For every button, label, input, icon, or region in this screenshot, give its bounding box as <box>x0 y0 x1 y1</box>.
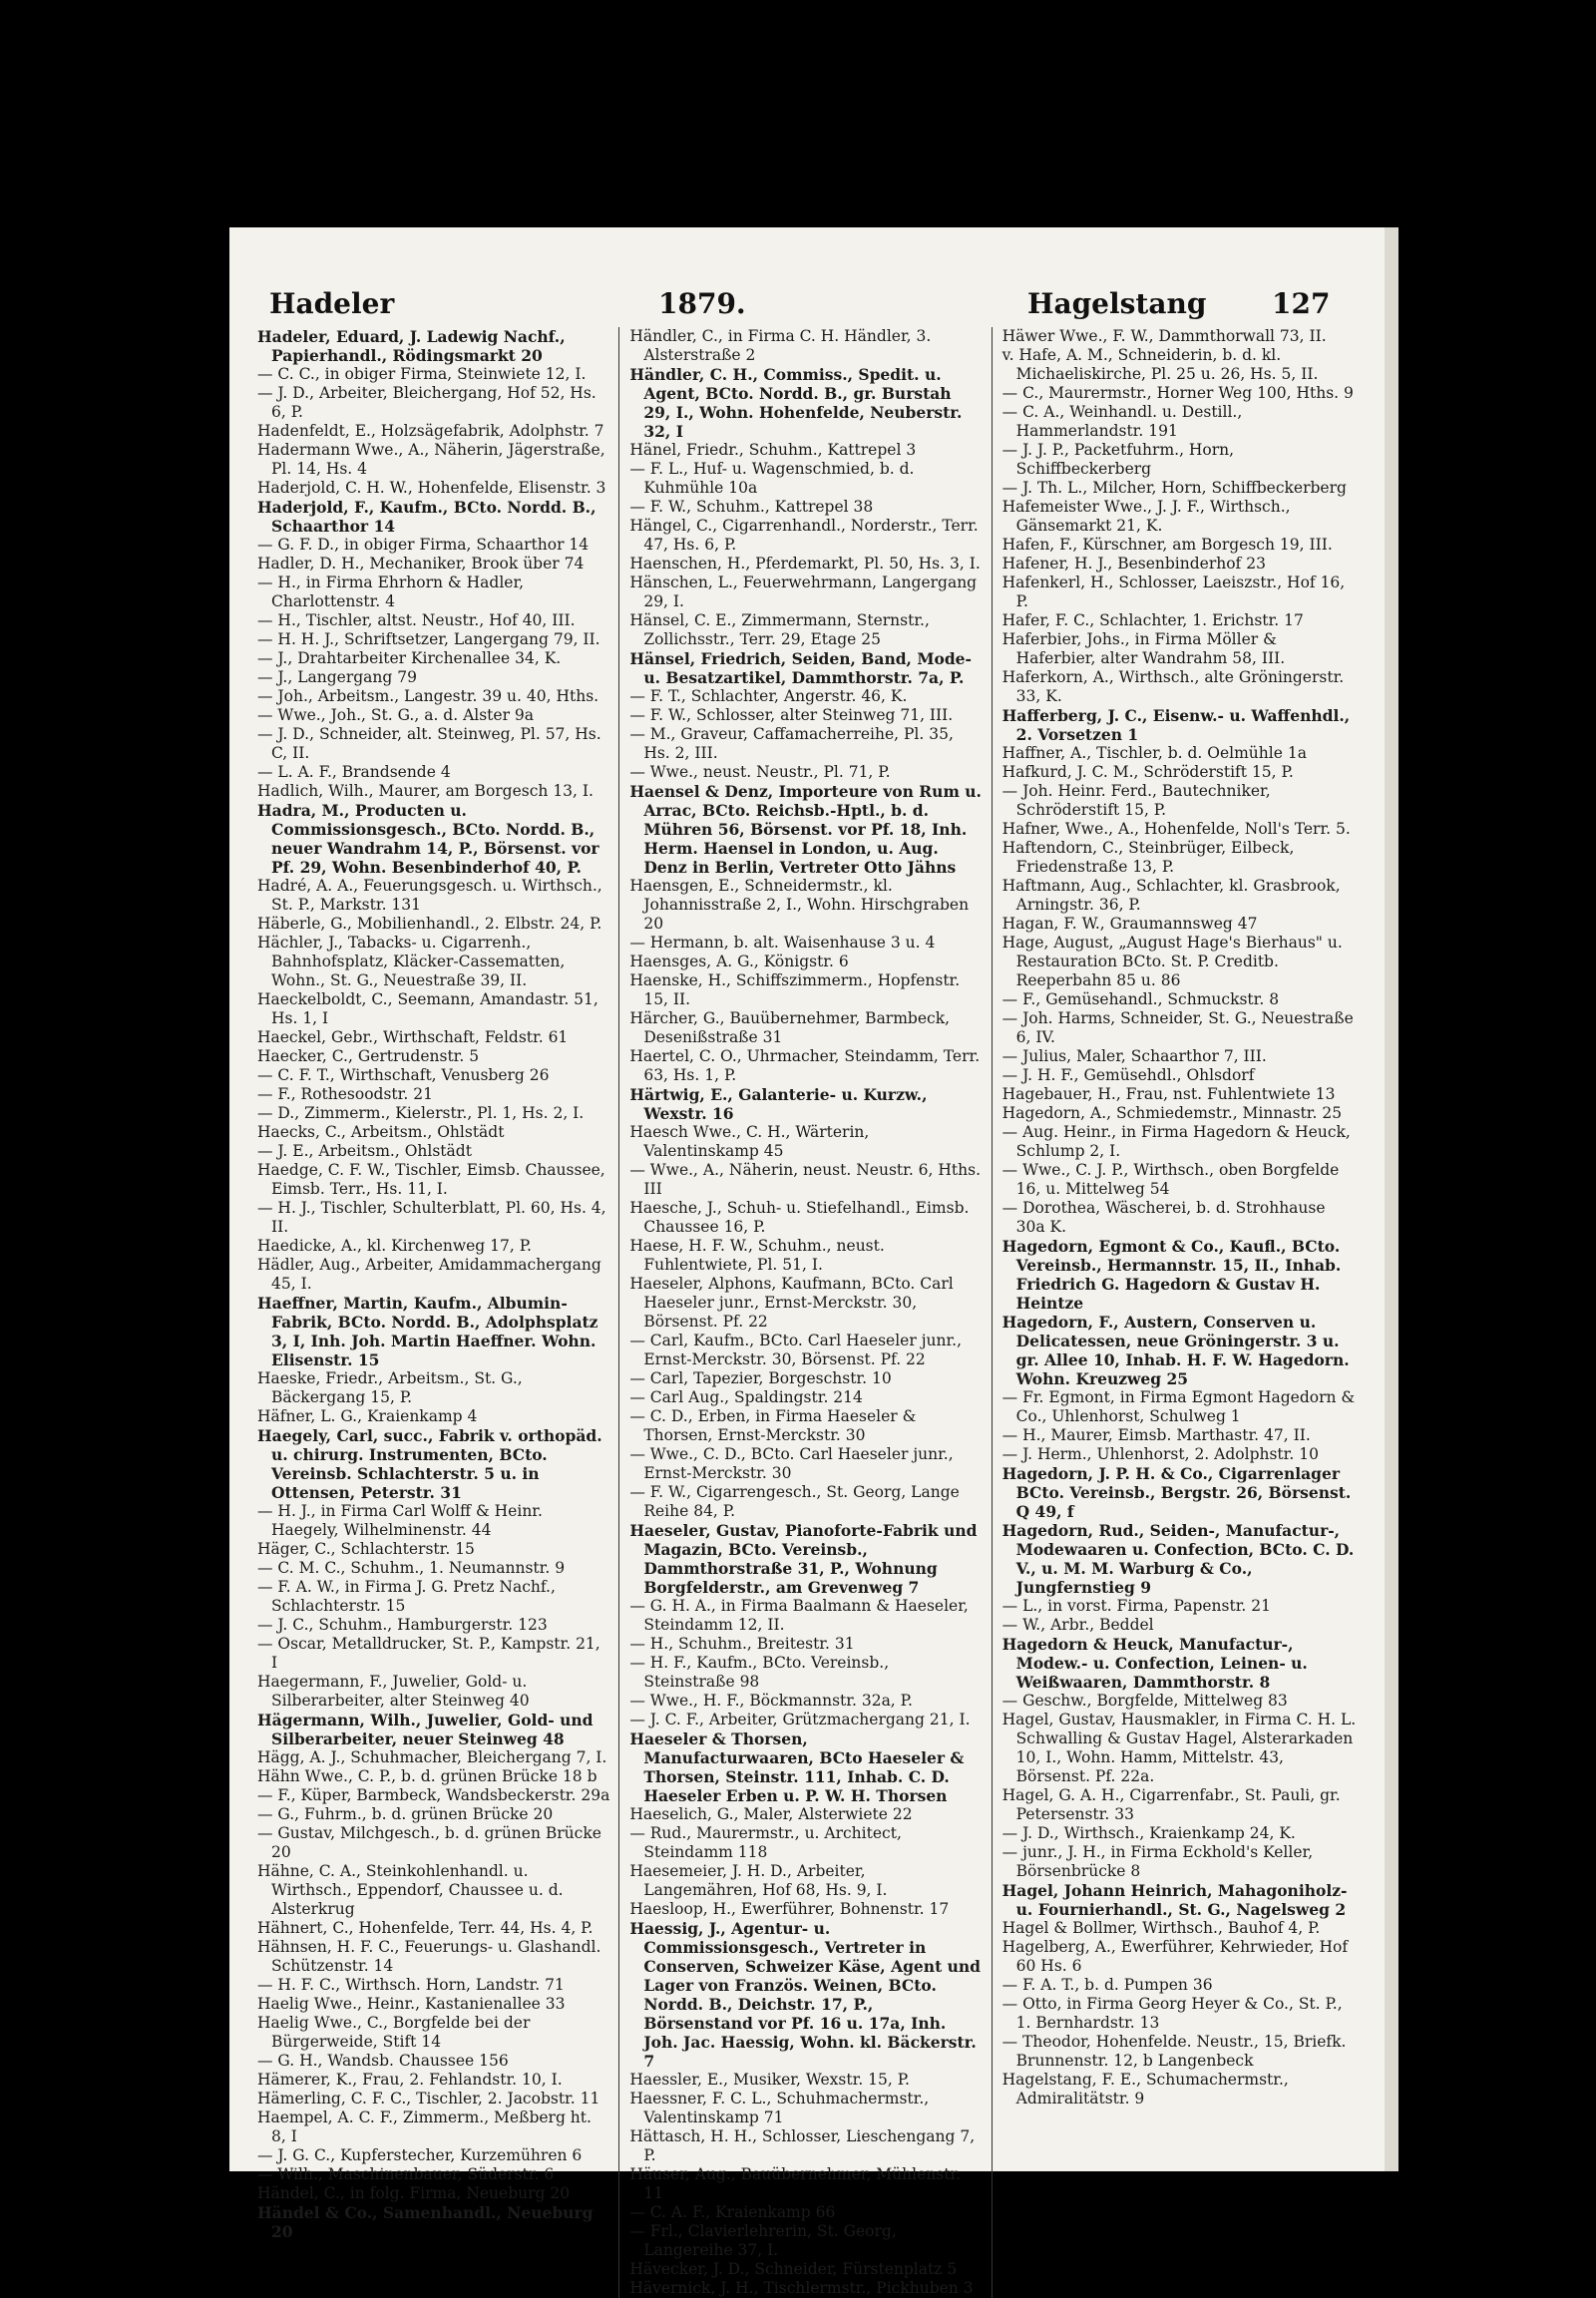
header-right-keyword: Hagelstang <box>1027 287 1207 320</box>
directory-entry: Haensges, A. G., Königstr. 6 <box>629 953 849 970</box>
directory-entry: Hagelstang, F. E., Schumachermstr., Admiralitätstr. 9 <box>1001 2071 1289 2107</box>
directory-entry: Hafenkerl, H., Schlosser, Laeiszstr., Hof 16, P. <box>1001 574 1346 610</box>
directory-entry: Haeckelboldt, C., Seemann, Amandastr. 51, Hs. 1, I <box>257 990 598 1027</box>
directory-entry: — Wwe., Joh., St. G., a. d. Alster 9a <box>257 706 535 724</box>
directory-entry: — junr., J. H., in Firma Eckhold's Keller, Börsenbrücke 8 <box>1001 1843 1314 1880</box>
directory-entry: Hähnsen, H. F. C., Feuerungs- u. Glashandl. Schützenstr. 14 <box>257 1938 601 1975</box>
directory-entry: Hähne, C. A., Steinkohlenhandl. u. Wirthsch., Eppendorf, Chaussee u. d. Alsterkrug <box>257 1862 564 1918</box>
directory-entry: — H. F., Kaufm., BCto. Vereinsb., Steinstraße 98 <box>629 1654 890 1691</box>
directory-entry: Hägermann, Wilh., Juwelier, Gold- und Silberarbeiter, neuer Steinweg 48 <box>257 1711 594 1748</box>
directory-entry: Härtwig, E., Galanterie- u. Kurzw., Wexstr. 16 <box>629 1085 928 1123</box>
directory-entry: Hagebauer, H., Frau, nst. Fuhlentwiete 13 <box>1001 1085 1336 1103</box>
directory-entry: — H. J., Tischler, Schulterblatt, Pl. 60, Hs. 4, II. <box>257 1199 606 1236</box>
directory-entry: Händel & Co., Samenhandl., Neueburg 20 <box>257 2203 594 2241</box>
directory-entry: Hafner, Wwe., A., Hohenfelde, Noll's Terr. 5. <box>1001 820 1351 838</box>
directory-entry: Hämerer, K., Frau, 2. Fehlandstr. 10, I. <box>257 2071 563 2089</box>
directory-entry: Hägg, A. J., Schuhmacher, Bleichergang 7, I. <box>257 1748 607 1766</box>
directory-entry: Haedge, C. F. W., Tischler, Eimsb. Chaussee, Eimsb. Terr., Hs. 11, I. <box>257 1161 605 1198</box>
directory-entry: — J. D., Wirthsch., Kraienkamp 24, K. <box>1001 1824 1296 1842</box>
directory-entry: — Joh. Heinr. Ferd., Bautechniker, Schröderstift 15, P. <box>1001 782 1271 819</box>
directory-entry: Häger, C., Schlachterstr. 15 <box>257 1540 475 1558</box>
directory-entry: — J. C. F., Arbeiter, Grützmachergang 21, I. <box>629 1711 971 1728</box>
directory-entry: — J. C., Schuhm., Hamburgerstr. 123 <box>257 1616 548 1634</box>
directory-entry: Hagan, F. W., Graumannsweg 47 <box>1001 915 1258 933</box>
directory-entry: Hadler, D. H., Mechaniker, Brook über 74 <box>257 555 585 573</box>
directory-entry: — Julius, Maler, Schaarthor 7, III. <box>1001 1047 1267 1065</box>
directory-entry: — Carl, Kaufm., BCto. Carl Haeseler junr., Ernst-Merckstr. 30, Börsenst. Pf. 22 <box>629 1332 963 1368</box>
directory-entry: Haesch Wwe., C. H., Wärterin, Valentinskamp 45 <box>629 1123 870 1160</box>
directory-entry: Hagel, Gustav, Hausmakler, in Firma C. H. L. Schwalling & Gustav Hagel, Alsterarkaden 10, I., Wohn. Hamm, Mittelstr. 43, Börsenst. Pf. 22a. <box>1001 1711 1357 1785</box>
directory-entry: — Joh. Harms, Schneider, St. G., Neuestraße 6, IV. <box>1001 1009 1354 1046</box>
directory-entry: — F. W., Schlosser, alter Steinweg 71, III. <box>629 706 954 724</box>
directory-entry: Haeffner, Martin, Kaufm., Albumin-Fabrik, BCto. Nordd. B., Adolphsplatz 3, I, Inh. Joh. Martin Haeffner. Wohn. Elisenstr. 15 <box>257 1294 598 1369</box>
directory-entry: — G. H. A., in Firma Baalmann & Haeseler, Steindamm 12, II. <box>629 1597 969 1634</box>
directory-entry: Hafemeister Wwe., J. J. F., Wirthsch., Gänsemarkt 21, K. <box>1001 498 1291 535</box>
directory-entry: Haffner, A., Tischler, b. d. Oelmühle 1a <box>1001 744 1307 762</box>
directory-entry: Haesloop, H., Ewerführer, Bohnenstr. 17 <box>629 1900 950 1918</box>
directory-entry: Haeseler & Thorsen, Manufacturwaaren, BCto Haeseler & Thorsen, Steinstr. 111, Inhab. C. D. Haeseler Erben u. P. W. H. Thorsen <box>629 1729 965 1805</box>
directory-entry: — M., Graveur, Caffamacherreihe, Pl. 35, Hs. 2, III. <box>629 725 954 762</box>
directory-entry: Haferbier, Johs., in Firma Möller & Haferbier, alter Wandrahm 58, III. <box>1001 630 1286 667</box>
directory-entry: Haftmann, Aug., Schlachter, kl. Grasbrook, Arningstr. 36, P. <box>1001 877 1341 914</box>
directory-entry: — J. J. P., Packetfuhrm., Horn, Schiffbeckerberg <box>1001 441 1235 478</box>
directory-entry: Hage, August, „August Hage's Bierhaus" u. Restauration BCto. St. P. Creditb. Reeperbahn 85 u. 86 <box>1001 934 1343 989</box>
directory-entry: Hadenfeldt, E., Holzsägefabrik, Adolphstr. 7 <box>257 422 604 440</box>
directory-page <box>229 227 1385 2297</box>
directory-entry: — J., Drahtarbeiter Kirchenallee 34, K. <box>257 649 562 667</box>
directory-entry: — F. T., Schlachter, Angerstr. 46, K. <box>629 687 908 705</box>
directory-entry: Haderjold, F., Kaufm., BCto. Nordd. B., Schaarthor 14 <box>257 498 597 536</box>
directory-entry: Haferkorn, A., Wirthsch., alte Gröningerstr. 33, K. <box>1001 668 1345 705</box>
directory-entry: — J. E., Arbeitsm., Ohlstädt <box>257 1142 472 1160</box>
directory-entry: Hagedorn, A., Schmiedemstr., Minnastr. 25 <box>1001 1104 1343 1122</box>
directory-entry: Häfner, L. G., Kraienkamp 4 <box>257 1407 478 1425</box>
directory-entry: — Wwe., C. J. P., Wirthsch., oben Borgfelde 16, u. Mittelweg 54 <box>1001 1161 1340 1198</box>
directory-entry: — Geschw., Borgfelde, Mittelweg 83 <box>1001 1692 1288 1710</box>
directory-entry: — Carl, Tapezier, Borgeschstr. 10 <box>629 1369 892 1387</box>
directory-entry: — J. H. F., Gemüsehdl., Ohlsdorf <box>1001 1066 1255 1084</box>
directory-entry: Haesemeier, J. H. D., Arbeiter, Langemähren, Hof 68, Hs. 9, I. <box>629 1862 888 1899</box>
directory-entry: Hagedorn & Heuck, Manufactur-, Modew.- u. Confection, Leinen- u. Weißwaaren, Dammthorstr. 8 <box>1001 1635 1308 1692</box>
directory-entry: Hagel, Johann Heinrich, Mahagoniholz- u. Fournierhandl., St. G., Nagelsweg 2 <box>1001 1881 1348 1919</box>
directory-entry: — G. H., Wandsb. Chaussee 156 <box>257 2052 509 2070</box>
directory-entry: — G., Fuhrm., b. d. grünen Brücke 20 <box>257 1805 554 1823</box>
directory-entry: Haesche, J., Schuh- u. Stiefelhandl., Eimsb. Chaussee 16, P. <box>629 1199 970 1236</box>
directory-entry: — Dorothea, Wäscherei, b. d. Strohhause 30a K. <box>1001 1199 1326 1236</box>
directory-entry: Härcher, G., Bauübernehmer, Barmbeck, Desenißstraße 31 <box>629 1009 951 1046</box>
directory-entry: Hänel, Friedr., Schuhm., Kattrepel 3 <box>629 441 917 459</box>
directory-entry: — F. W., Schuhm., Kattrepel 38 <box>629 498 874 516</box>
directory-entry: — J. D., Arbeiter, Bleichergang, Hof 52, Hs. 6, P. <box>257 384 597 421</box>
directory-entry: — Wwe., neust. Neustr., Pl. 71, P. <box>629 763 891 781</box>
directory-entry: — Frl., Clavierlehrerin, St. Georg, Langereihe 37, I. <box>629 2222 897 2259</box>
directory-entry: — C. M. C., Schuhm., 1. Neumannstr. 9 <box>257 1559 566 1577</box>
directory-entry: — Aug. Heinr., in Firma Hagedorn & Heuck, Schlump 2, I. <box>1001 1123 1351 1160</box>
directory-entry: Hafen, F., Kürschner, am Borgesch 19, III. <box>1001 536 1333 554</box>
directory-entry: — C. A. F., Kraienkamp 66 <box>629 2203 836 2221</box>
directory-entry: — F., Gemüsehandl., Schmuckstr. 8 <box>1001 990 1280 1008</box>
directory-entry: — F. L., Huf- u. Wagenschmied, b. d. Kuhmühle 10a <box>629 460 915 497</box>
directory-entry: — Oscar, Metalldrucker, St. P., Kampstr. 21, I <box>257 1635 600 1672</box>
directory-entry: — H., Maurer, Eimsb. Marthastr. 47, II. <box>1001 1426 1311 1444</box>
directory-entry: Haeseler, Alphons, Kaufmann, BCto. Carl Haeseler junr., Ernst-Merckstr. 30, Börsenst. Pf. 22 <box>629 1275 954 1331</box>
page-edge <box>1385 227 1398 2171</box>
directory-entry: — H., in Firma Ehrhorn & Hadler, Charlottenstr. 4 <box>257 574 525 610</box>
directory-entry: Häberle, G., Mobilienhandl., 2. Elbstr. 24, P. <box>257 915 602 933</box>
directory-entry: Hänsel, C. E., Zimmermann, Sternstr., Zollichsstr., Terr. 29, Etage 25 <box>629 611 930 648</box>
directory-entry: Haelig Wwe., Heinr., Kastanienallee 33 <box>257 1995 566 2013</box>
directory-entry: Haegermann, F., Juwelier, Gold- u. Silberarbeiter, alter Steinweg 40 <box>257 1673 530 1710</box>
directory-entry: Hämerling, C. F. C., Tischler, 2. Jacobstr. 11 <box>257 2090 600 2107</box>
directory-entry: Hähn Wwe., C. P., b. d. grünen Brücke 18 b <box>257 1767 598 1785</box>
directory-entry: — J. Herm., Uhlenhorst, 2. Adolphstr. 10 <box>1001 1445 1319 1463</box>
directory-entry: — Gustav, Milchgesch., b. d. grünen Brücke 20 <box>257 1824 601 1861</box>
directory-entry: Hadré, A. A., Feuerungsgesch. u. Wirthsch., St. P., Markstr. 131 <box>257 877 602 914</box>
directory-entry: — H. J., in Firma Carl Wolff & Heinr. Haegely, Wilhelminenstr. 44 <box>257 1502 543 1539</box>
directory-entry: Haecker, C., Gertrudenstr. 5 <box>257 1047 480 1065</box>
directory-entry: — W., Arbr., Beddel <box>1001 1616 1154 1634</box>
directory-entry: — F. W., Cigarrengesch., St. Georg, Lange Reihe 84, P. <box>629 1483 960 1520</box>
directory-entry: — F., Rothesoodstr. 21 <box>257 1085 433 1103</box>
directory-entry: Hänsel, Friedrich, Seiden, Band, Mode- u. Besatzartikel, Dammthorstr. 7a, P. <box>629 649 972 687</box>
directory-entry: — L. A. F., Brandsende 4 <box>257 763 451 781</box>
directory-entry: — Wwe., H. F., Böckmannstr. 32a, P. <box>629 1692 913 1710</box>
directory-entry: Haertel, C. O., Uhrmacher, Steindamm, Terr. 63, Hs. 1, P. <box>629 1047 981 1084</box>
directory-entry: Haeseler, Gustav, Pianoforte-Fabrik und Magazin, BCto. Vereinsb., Dammthorstraße 31, P., Wohnung Borgfelderstr., am Grevenweg 7 <box>629 1521 978 1597</box>
directory-entry: Haensel & Denz, Importeure von Rum u. Arrac, BCto. Reichsb.-Hptl., b. d. Mühren 56, Börsenst. vor Pf. 18, Inh. Herm. Haensel in London, u. Aug. Denz in Berlin, Vertreter Otto Jähns <box>629 782 982 877</box>
directory-entry: — H. H. J., Schriftsetzer, Langergang 79, II. <box>257 630 600 648</box>
directory-entry: Hävernick, J. H., Tischlermstr., Pickhuben 3 <box>629 2279 974 2297</box>
directory-entry: Haeselich, G., Maler, Alsterwiete 22 <box>629 1805 913 1823</box>
column-2 <box>629 327 992 2298</box>
directory-entry: Hafferberg, J. C., Eisenw.- u. Waffenhdl., 2. Vorsetzen 1 <box>1001 706 1351 744</box>
directory-entry: — Carl Aug., Spaldingstr. 214 <box>629 1388 863 1406</box>
directory-entry: Häuser, Aug., Bauübernehmer, Mühlenstr. 11 <box>629 2165 962 2202</box>
directory-entry: — J. G. C., Kupferstecher, Kurzemühren 6 <box>257 2146 583 2164</box>
directory-entry: — Theodor, Hohenfelde. Neustr., 15, Briefk. Brunnenstr. 12, b Langenbeck <box>1001 2033 1347 2070</box>
directory-entry: Händel, C., in folg. Firma, Neueburg 20 <box>257 2184 571 2202</box>
directory-entry: v. Hafe, A. M., Schneiderin, b. d. kl. Michaeliskirche, Pl. 25 u. 26, Hs. 5, II. <box>1001 346 1319 383</box>
directory-entry: Händler, C. H., Commiss., Spedit. u. Agent, BCto. Nordd. B., gr. Burstah 29, I., Wohn. Hohenfelde, Neuberstr. 32, I <box>629 365 963 441</box>
directory-entry: Haese, H. F. W., Schuhm., neust. Fuhlentwiete, Pl. 51, I. <box>629 1237 885 1274</box>
directory-entry: — H. F. C., Wirthsch. Horn, Landstr. 71 <box>257 1976 565 1994</box>
directory-entry: — Otto, in Firma Georg Heyer & Co., St. P., 1. Bernhardstr. 13 <box>1001 1995 1343 2032</box>
directory-entry: Haderjold, C. H. W., Hohenfelde, Elisenstr. 3 <box>257 479 606 497</box>
directory-entry: Hadra, M., Producten u. Commissionsgesch., BCto. Nordd. B., neuer Wandrahm 14, P., Börsenst. vor Pf. 29, Wohn. Besenbinderhof 40, P. <box>257 801 599 877</box>
page-header <box>229 287 1385 327</box>
directory-entry: — G. F. D., in obiger Firma, Schaarthor 14 <box>257 536 590 554</box>
directory-entry: Haegely, Carl, succ., Fabrik v. orthopäd. u. chirurg. Instrumenten, BCto. Vereinsb. Schlachterstr. 5 u. in Ottensen, Peterstr. 31 <box>257 1426 602 1502</box>
directory-entry: — Hermann, b. alt. Waisenhause 3 u. 4 <box>629 934 936 952</box>
directory-entry: Haessig, J., Agentur- u. Commissionsgesch., Vertreter in Conserven, Schweizer Käse, Agent und Lager von Französ. Weinen, BCto. Nordd. B., Deichstr. 17, P., Börsenstand vor Pf. 16 u. 17a, Inh. Joh. Jac. Haessig, Wohn. kl. Bäckerstr. 7 <box>629 1919 981 2071</box>
directory-entry: — F., Küper, Barmbeck, Wandsbeckerstr. 29a <box>257 1786 610 1804</box>
directory-entry: Haensgen, E., Schneidermstr., kl. Johannisstraße 2, I., Wohn. Hirschgraben 20 <box>629 877 970 933</box>
directory-entry: Hagel & Bollmer, Wirthsch., Bauhof 4, P. <box>1001 1919 1321 1937</box>
directory-entry: — Rud., Maurermstr., u. Architect, Steindamm 118 <box>629 1824 902 1861</box>
column-3 <box>1002 327 1365 2298</box>
directory-entry: Hadeler, Eduard, J. Ladewig Nachf., Papierhandl., Rödingsmarkt 20 <box>257 327 566 365</box>
directory-entry: — Fr. Egmont, in Firma Egmont Hagedorn & Co., Uhlenhorst, Schulweg 1 <box>1001 1388 1356 1425</box>
directory-entry: Haeckel, Gebr., Wirthschaft, Feldstr. 61 <box>257 1028 569 1046</box>
directory-entry: Häwer Wwe., F. W., Dammthorwall 73, II. <box>1001 327 1327 345</box>
directory-entry: Hättasch, H. H., Schlosser, Lieschengang 7, P. <box>629 2127 976 2164</box>
directory-entry: Haessner, F. C. L., Schuhmachermstr., Valentinskamp 71 <box>629 2090 930 2126</box>
directory-entry: — C., Maurermstr., Horner Weg 100, Hths. 9 <box>1001 384 1354 402</box>
directory-entry: — Wwe., C. D., BCto. Carl Haeseler junr., Ernst-Merckstr. 30 <box>629 1445 954 1482</box>
directory-entry: — J. D., Schneider, alt. Steinweg, Pl. 57, Hs. C, II. <box>257 725 601 762</box>
directory-entry: Hadermann Wwe., A., Näherin, Jägerstraße, Pl. 14, Hs. 4 <box>257 441 605 478</box>
directory-entry: — C. F. T., Wirthschaft, Venusberg 26 <box>257 1066 550 1084</box>
directory-entry: Hadlich, Wilh., Maurer, am Borgesch 13, I. <box>257 782 594 800</box>
directory-entry: — J. Th. L., Milcher, Horn, Schiffbeckerberg <box>1001 479 1347 497</box>
directory-entry: — F. A. T., b. d. Pumpen 36 <box>1001 1976 1213 1994</box>
column-1 <box>257 327 619 2298</box>
directory-entry: — F. A. W., in Firma J. G. Pretz Nachf., Schlachterstr. 15 <box>257 1578 556 1615</box>
directory-entry: — D., Zimmerm., Kielerstr., Pl. 1, Hs. 2, I. <box>257 1104 585 1122</box>
directory-entry: Haeske, Friedr., Arbeitsm., St. G., Bäckergang 15, P. <box>257 1369 523 1406</box>
directory-entry: — Wilh., Maschinenbauer, Süderstr. 6 <box>257 2165 555 2183</box>
directory-entry: Haftendorn, C., Steinbrüger, Eilbeck, Friedenstraße 13, P. <box>1001 839 1295 876</box>
directory-entry: — Wwe., A., Näherin, neust. Neustr. 6, Hths. III <box>629 1161 982 1198</box>
header-year: 1879. <box>658 287 746 320</box>
directory-entry: Hagelberg, A., Ewerführer, Kehrwieder, Hof 60 Hs. 6 <box>1001 1938 1349 1975</box>
directory-entry: Hagedorn, Rud., Seiden-, Manufactur-, Modewaaren u. Confection, BCto. C. D. V., u. M. M. Warburg & Co., Jungfernstieg 9 <box>1001 1521 1355 1597</box>
directory-entry: Hagedorn, F., Austern, Conserven u. Delicatessen, neue Gröningerstr. 3 u. gr. Allee 10, Inhab. H. F. W. Hagedorn. Wohn. Kreuzweg 25 <box>1001 1313 1350 1388</box>
directory-entry: Hafer, F. C., Schlachter, 1. Erichstr. 17 <box>1001 611 1304 629</box>
directory-entry: — C. A., Weinhandl. u. Destill., Hammerlandstr. 191 <box>1001 403 1243 440</box>
directory-entry: Hagedorn, Egmont & Co., Kaufl., BCto. Vereinsb., Hermannstr. 15, II., Inhab. Friedrich G. Hagedorn & Gustav H. Heintze <box>1001 1237 1342 1313</box>
header-left-keyword: Hadeler <box>269 287 395 320</box>
page-number: 127 <box>1272 287 1331 320</box>
directory-entry: — C. C., in obiger Firma, Steinwiete 12, I. <box>257 365 587 383</box>
directory-entry: Hävecker, J. D., Schneider, Fürstenplatz 5 <box>629 2260 958 2278</box>
directory-columns <box>257 327 1365 2297</box>
directory-entry: Hähnert, C., Hohenfelde, Terr. 44, Hs. 4, P. <box>257 1919 594 1937</box>
directory-entry: Hänschen, L., Feuerwehrmann, Langergang 29, I. <box>629 574 978 610</box>
directory-entry: Haelig Wwe., C., Borgfelde bei der Bürgerweide, Stift 14 <box>257 2014 531 2051</box>
directory-entry: Hafener, H. J., Besenbinderhof 23 <box>1001 555 1266 573</box>
directory-entry: Hafkurd, J. C. M., Schröderstift 15, P. <box>1001 763 1294 781</box>
directory-entry: — C. D., Erben, in Firma Haeseler & Thorsen, Ernst-Merckstr. 30 <box>629 1407 917 1444</box>
directory-entry: Haenske, H., Schiffszimmerm., Hopfenstr. 15, II. <box>629 971 961 1008</box>
directory-entry: Haedicke, A., kl. Kirchenweg 17, P. <box>257 1237 532 1255</box>
directory-entry: — L., in vorst. Firma, Papenstr. 21 <box>1001 1597 1271 1615</box>
directory-entry: Hängel, C., Cigarrenhandl., Norderstr., Terr. 47, Hs. 6, P. <box>629 517 979 554</box>
directory-entry: Haecks, C., Arbeitsm., Ohlstädt <box>257 1123 505 1141</box>
directory-entry: Hagel, G. A. H., Cigarrenfabr., St. Pauli, gr. Petersenstr. 33 <box>1001 1786 1341 1823</box>
directory-entry: Hagedorn, J. P. H. & Co., Cigarrenlager BCto. Vereinsb., Bergstr. 26, Börsenst. Q 49, f <box>1001 1464 1352 1521</box>
directory-entry: Hädler, Aug., Arbeiter, Amidammachergang 45, I. <box>257 1256 601 1293</box>
directory-entry: — J., Langergang 79 <box>257 668 417 686</box>
directory-entry: Händler, C., in Firma C. H. Händler, 3. Alsterstraße 2 <box>629 327 932 364</box>
directory-entry: Haempel, A. C. F., Zimmerm., Meßberg ht. 8, I <box>257 2108 592 2145</box>
directory-entry: Haenschen, H., Pferdemarkt, Pl. 50, Hs. 3, I. <box>629 555 981 573</box>
directory-entry: — Joh., Arbeitsm., Langestr. 39 u. 40, Hths. <box>257 687 599 705</box>
directory-entry: Hächler, J., Tabacks- u. Cigarrenh., Bahnhofsplatz, Kläcker-Cassematten, Wohn., St. G., Neuestraße 39, II. <box>257 934 566 989</box>
directory-entry: — H., Tischler, altst. Neustr., Hof 40, III. <box>257 611 576 629</box>
directory-entry: Haessler, E., Musiker, Wexstr. 15, P. <box>629 2071 910 2089</box>
directory-entry: — H., Schuhm., Breitestr. 31 <box>629 1635 855 1653</box>
